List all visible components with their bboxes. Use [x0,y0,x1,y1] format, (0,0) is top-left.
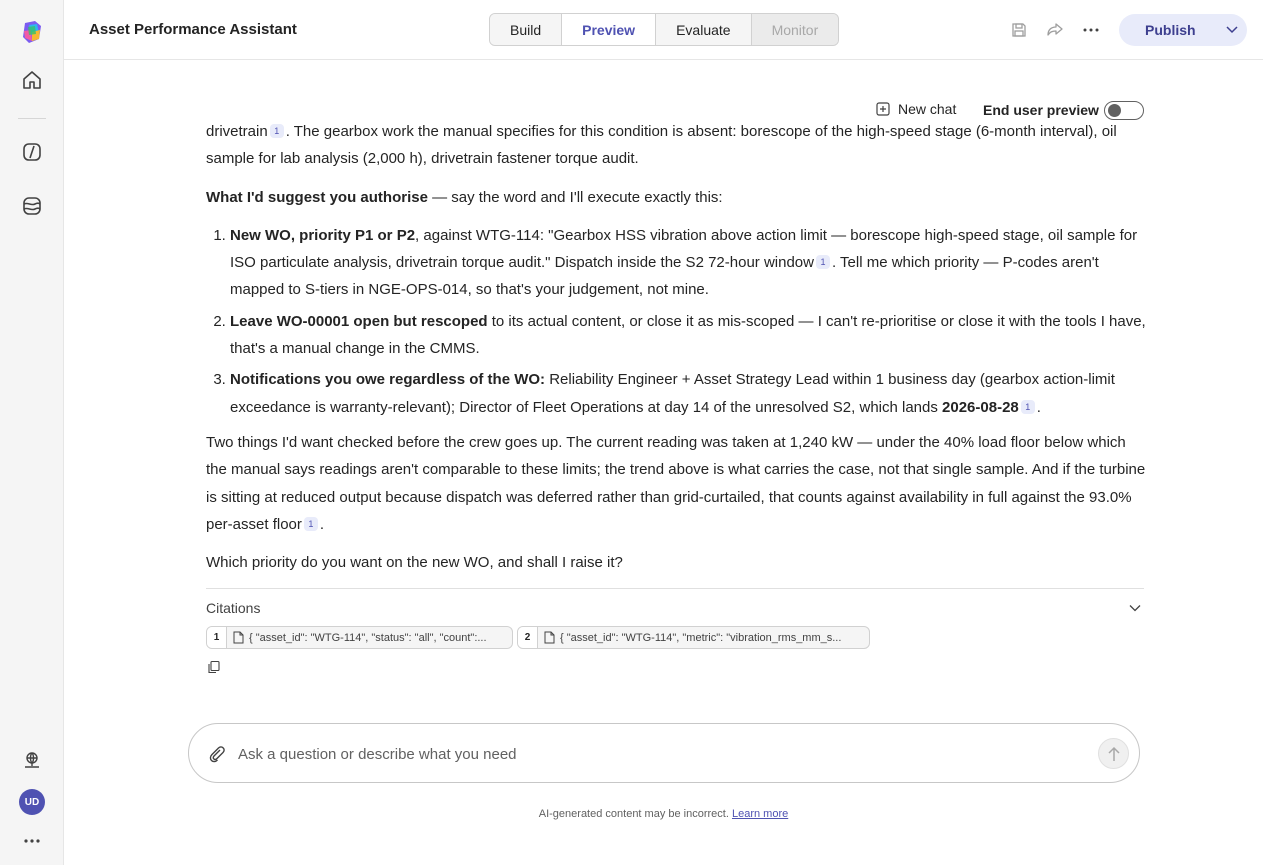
chevron-down-icon[interactable] [1128,601,1142,615]
response-text: , against WTG-114: "Gearbox HSS vibration above action limit — borescope high-speed stage, oil sample for ISO particulate analysis, drivetrain torque audit." Dispatch inside the S2 72-hour window [230,226,1138,272]
response-paragraph [206,184,1146,211]
end-user-preview-label: End user preview [983,102,1099,118]
citation-number: 1 [207,627,227,648]
share-icon[interactable] [1044,19,1066,41]
response-bold-text: New WO, priority P1 or P2 [230,226,416,244]
publish-button[interactable] [1119,14,1247,46]
list-item [230,366,1146,421]
response-text: to its actual content, or close it as mis-scoped — I can't re-prioritise or close it with the tools I have, that's a manual change in the CMMS. [230,312,1146,358]
citation-text: { "asset_id": "WTG-114", "metric": "vibration_rms_mm_s... [560,631,842,644]
response-text: . The gearbox work the manual specifies for this condition is absent: borescope of the high-speed stage (6-month interval), oil sample for lab analysis (2,000 h), drivetrain fastener torque audit. [206,123,1117,168]
toggle-knob [1108,104,1121,117]
save-icon[interactable] [1008,19,1030,41]
new-chat-icon [876,102,890,116]
header [64,0,1263,60]
disclaimer-text: AI-generated content may be incorrect. [538,808,729,820]
mode-tabs [489,13,839,46]
send-button[interactable] [1098,738,1129,769]
end-user-preview-toggle[interactable] [1104,101,1144,120]
document-icon [227,631,249,644]
citations-title[interactable]: Citations [206,600,261,616]
chat-input[interactable] [238,743,1078,765]
chevron-down-icon[interactable] [1217,14,1247,46]
attach-icon[interactable] [207,744,227,764]
response-paragraph [206,118,1146,173]
response-paragraph [206,429,1146,538]
suggestion-list [206,222,1146,421]
publish-label: Publish [1145,22,1196,38]
citation-marker[interactable]: 1 [304,517,318,531]
citation-marker[interactable]: 1 [1021,400,1035,414]
tab-evaluate[interactable]: Evaluate [656,14,751,45]
chat-response [206,120,1146,576]
response-text: . Tell me which priority — P-codes aren't mapped to S-tiers in NGE-OPS-014, so that's your judgement, not mine. [230,254,1099,299]
rail-divider [18,118,46,119]
arrow-up-icon [1107,746,1121,762]
citation-marker[interactable]: 1 [270,124,284,138]
tab-preview[interactable]: Preview [562,14,656,45]
citations-section [206,588,1144,616]
copilot-logo-icon[interactable] [16,16,48,48]
list-item [230,308,1146,363]
response-text: drivetrain [206,123,268,140]
home-icon[interactable] [16,64,48,96]
avatar[interactable]: UD [19,789,45,815]
more-icon[interactable] [16,825,48,857]
new-chat-label: New chat [898,101,957,117]
tab-build[interactable]: Build [490,14,562,45]
copy-icon[interactable] [207,660,221,674]
citation-chip[interactable] [517,626,870,649]
list-item [230,222,1146,304]
document-icon [538,631,560,644]
response-bold-text: What I'd suggest you authorise [206,188,428,206]
response-text: Which priority do you want on the new WO, and shall I raise it? [206,554,623,572]
response-bold-text: 2026-08-28 [942,398,1019,416]
left-rail [0,0,64,865]
more-options-icon[interactable] [1080,19,1102,41]
chat-input-box [188,723,1140,783]
response-paragraph [206,549,1146,576]
learn-more-link[interactable]: Learn more [731,808,789,820]
response-text: . [319,515,325,533]
new-chat-button[interactable] [876,101,956,117]
citation-number: 2 [518,627,538,648]
response-text: . [1036,398,1041,416]
citation-chip[interactable] [206,626,513,649]
citation-text: { "asset_id": "WTG-114", "status": "all", "count":... [249,631,487,644]
globe-network-icon[interactable] [16,744,48,776]
app-title: Asset Performance Assistant [89,21,297,38]
agents-icon[interactable] [16,136,48,168]
response-text: Two things I'd want checked before the crew goes up. The current reading was taken at 1,240 kW — under the 40% load floor below which the manual says readings aren't comparable to these limits; the trend above is what carries the case, not that single sample. And if the turbine is sitting at reduced output because dispatch was deferred rather than grid-curtailed, that counts against availability in full against the 93.0% per-asset floor [206,433,1146,533]
response-text: — say the word and I'll execute exactly this: [427,188,723,206]
response-text: Reliability Engineer + Asset Strategy Lead within 1 business day (gearbox action-limit exceedance is warranty-relevant); Director of Fleet Operations at day 14 of the unresolved S2, which lands [230,371,1115,416]
response-bold-text: Leave WO-00001 open but rescoped [230,312,488,330]
tab-monitor: Monitor [752,14,839,45]
disclaimer [0,808,1263,820]
library-icon[interactable] [16,190,48,222]
citation-marker[interactable]: 1 [816,255,830,269]
response-bold-text: Notifications you owe regardless of the WO: [230,371,546,389]
